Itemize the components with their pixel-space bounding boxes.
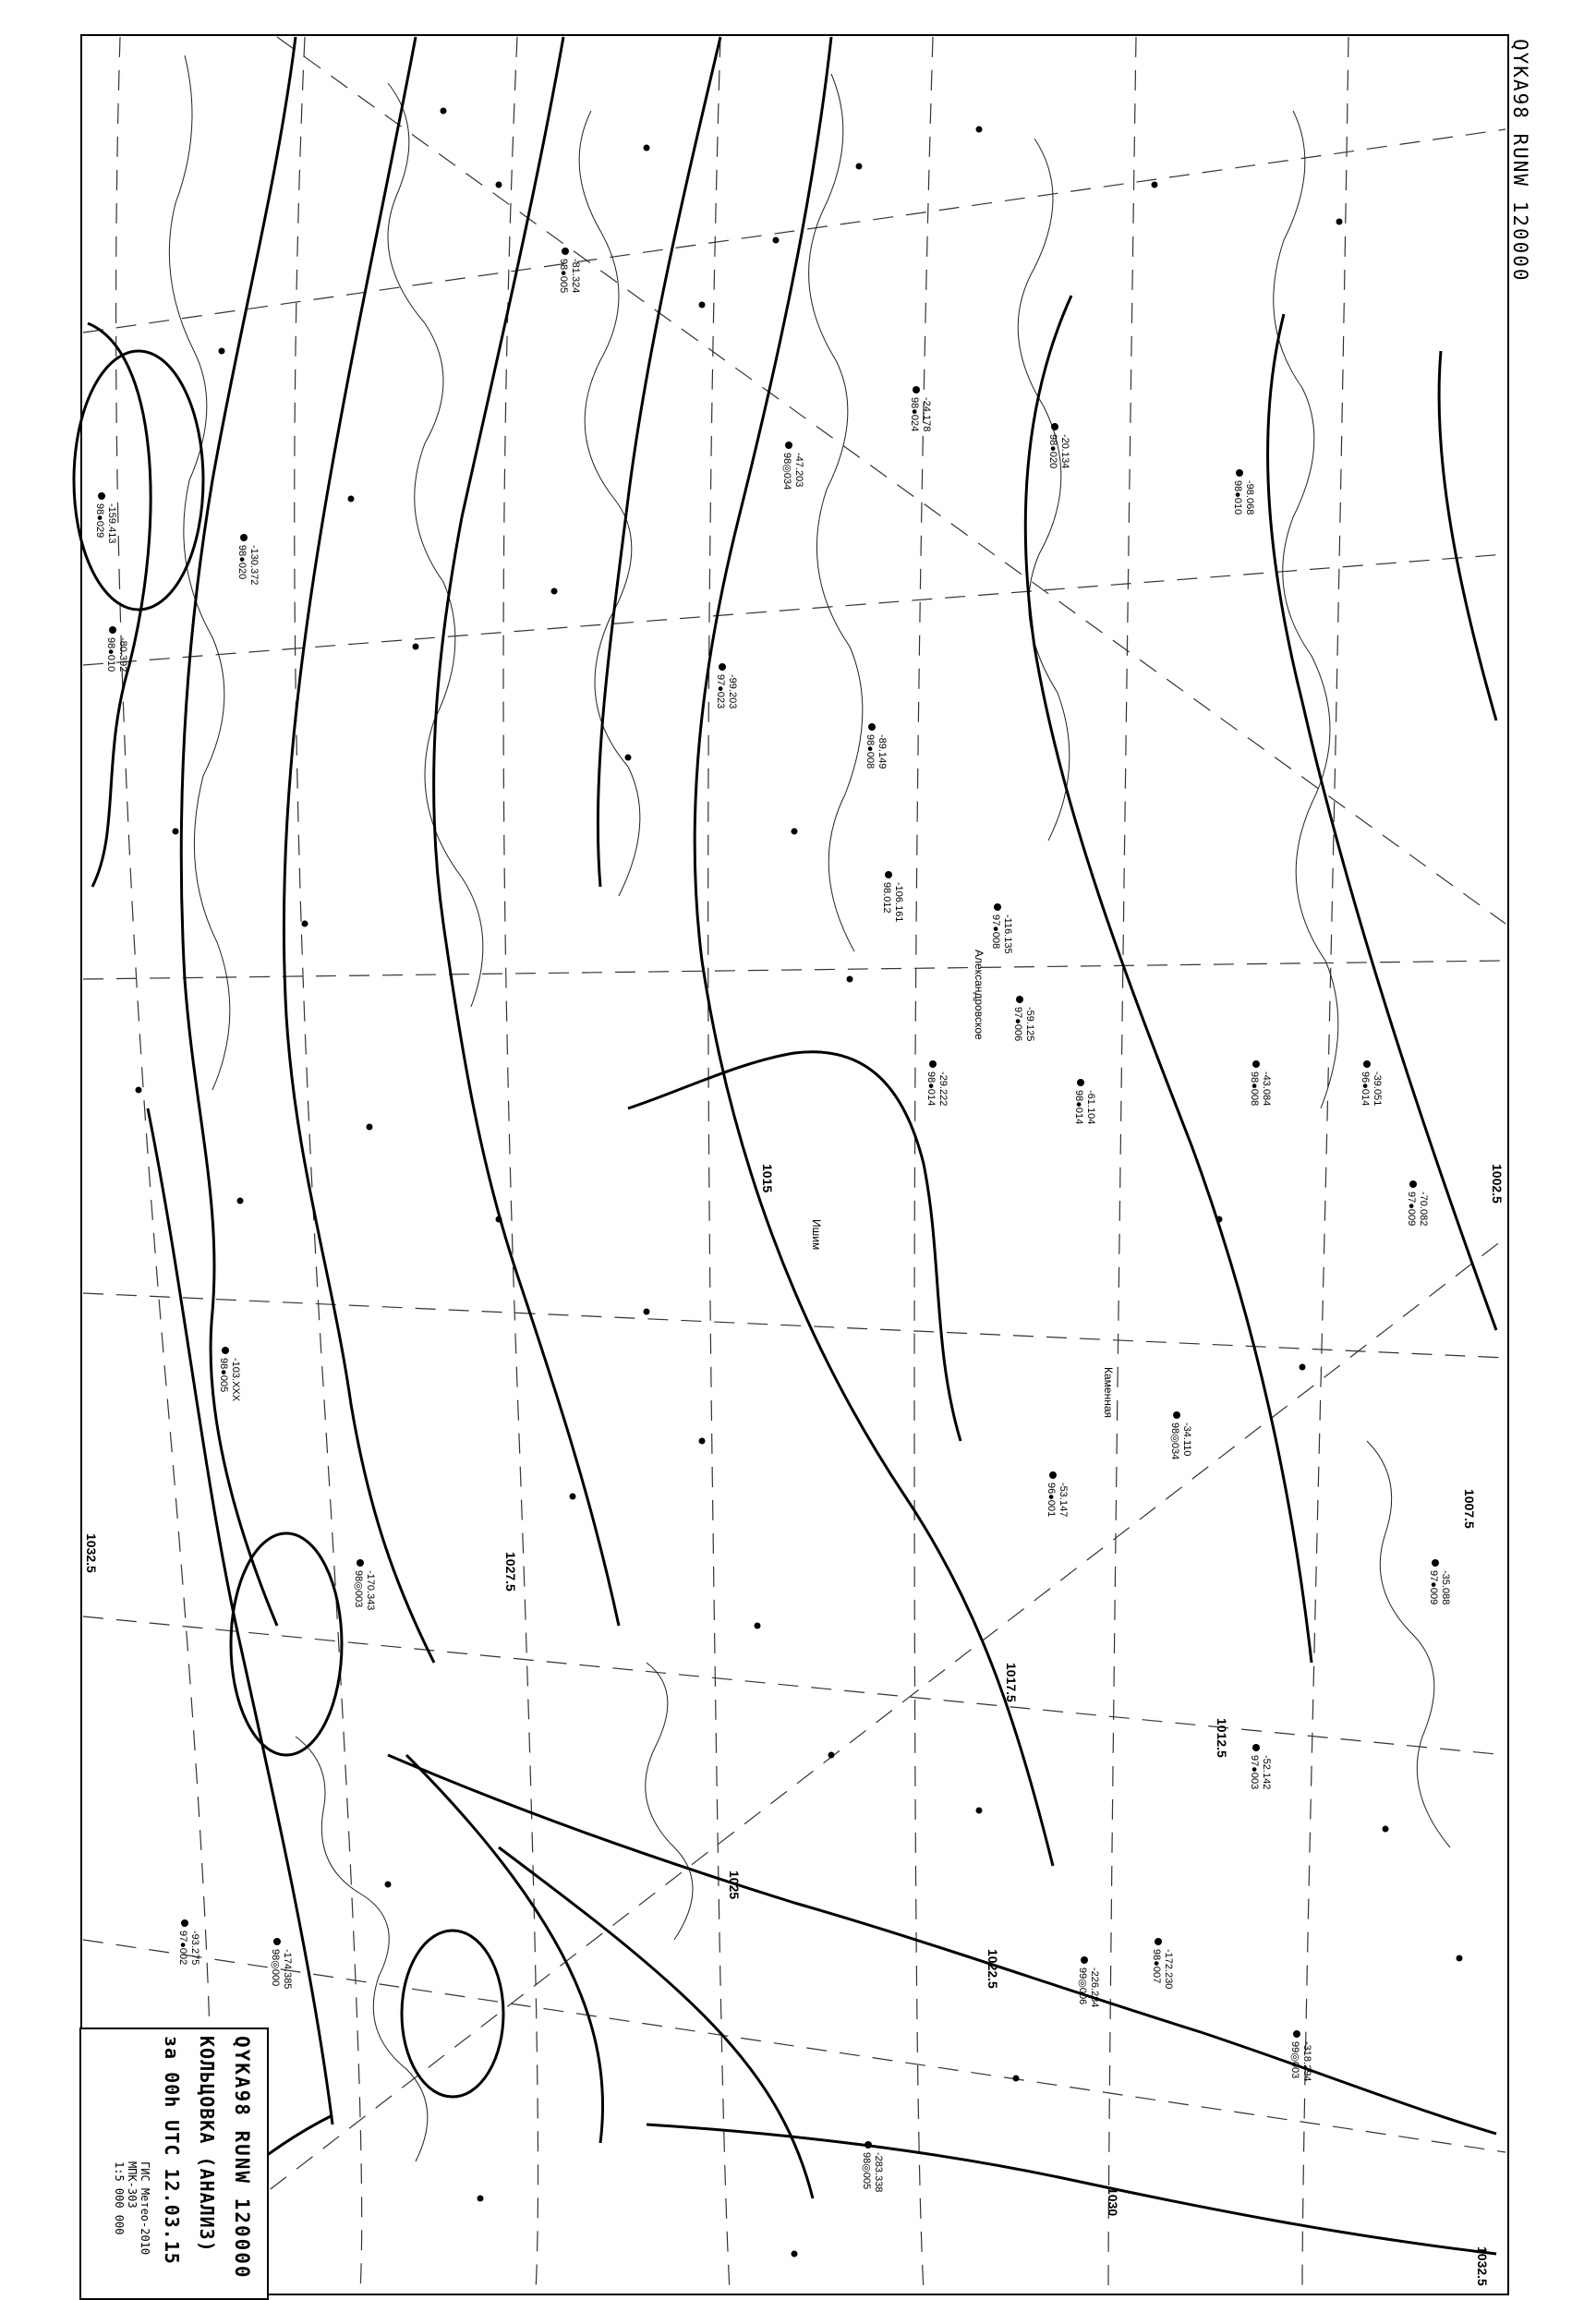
station-temp: -159.413 (106, 503, 117, 544)
legend-scale: 1:5 000 000 (113, 2161, 126, 2235)
station-dot (868, 723, 876, 731)
isobar-label: 1015 (760, 1164, 775, 1193)
station-temp: -283.338 (873, 2152, 884, 2193)
station-dot (98, 492, 105, 500)
station-dot (357, 1559, 364, 1567)
station-temp: -226.284 (1089, 1967, 1100, 2008)
station-temp: -24.178 (921, 397, 932, 432)
legend-title: КОЛЬЦОВКА (АНАЛИЗ) (196, 2036, 218, 2253)
station-pressure: 98◎034 (781, 453, 792, 490)
station-dot (109, 626, 116, 634)
place-label: Каменная (1102, 1367, 1115, 1419)
station-temp: -174.385 (282, 1949, 293, 1990)
station-dot (273, 1938, 281, 1945)
station-pressure: 98●020 (1047, 434, 1058, 469)
isobar-label: 1025 (727, 1870, 742, 1900)
station-temp: -43.084 (1261, 1071, 1272, 1107)
station-pressure: 98◎003 (353, 1570, 364, 1608)
station-temp: -39.051 (1372, 1071, 1383, 1107)
station-dot (562, 248, 569, 255)
station-temp: -52.142 (1261, 1755, 1272, 1790)
station-pressure: 97●008 (990, 914, 1001, 950)
station-pressure: 97●002 (177, 1931, 188, 1966)
station-pressure: 98●010 (1232, 480, 1243, 515)
station-temp: -34.110 (1181, 1422, 1192, 1457)
isobar-label: 1027.5 (503, 1552, 518, 1592)
station-pressure: 98●029 (94, 503, 105, 539)
station-pressure: 98◎034 (1169, 1422, 1180, 1460)
station-temp: -93.275 (189, 1931, 200, 1966)
station-temp: -170.343 (365, 1570, 376, 1611)
station-pressure: 98●014 (925, 1071, 937, 1107)
station-temp: -318.294 (1301, 2041, 1312, 2082)
legend-date: за 00h UTC 12.03.15 (161, 2036, 183, 2265)
station-pressure: 98●007 (1151, 1949, 1162, 1984)
isobar-label: 1030 (1106, 2187, 1120, 2217)
station-dot (1051, 423, 1058, 430)
station-temp: -47.203 (793, 453, 804, 488)
station-pressure: 98●005 (218, 1358, 229, 1393)
station-dot (1016, 996, 1023, 1003)
station-dot (181, 1919, 188, 1927)
station-temp: -80.392 (117, 637, 128, 672)
station-dot (1173, 1411, 1180, 1419)
station-pressure: 99◎006 (1077, 1967, 1088, 2005)
isobar-label: 1017.5 (1004, 1663, 1019, 1702)
station-dot (240, 534, 248, 541)
legend-software: ГИС Метео-2010 (139, 2161, 151, 2256)
station-dot (1293, 2030, 1300, 2038)
station-temp: -98.068 (1244, 480, 1255, 515)
station-dot (1049, 1471, 1057, 1479)
station-pressure: 98●014 (1073, 1090, 1084, 1125)
isobar-label: 1032.5 (84, 1533, 99, 1573)
station-temp: -130.372 (248, 545, 260, 586)
place-label: Александровское (973, 950, 985, 1040)
station-dot (222, 1347, 229, 1354)
station-pressure: 98◎005 (861, 2152, 872, 2190)
station-pressure: 98●024 (909, 397, 920, 432)
station-dot (913, 386, 920, 393)
station-pressure: 98●008 (1249, 1071, 1260, 1107)
station-temp: -99.203 (727, 674, 738, 709)
station-pressure: 98●010 (105, 637, 116, 672)
isobar-label: 1007.5 (1462, 1489, 1477, 1529)
station-dot (1432, 1559, 1439, 1567)
station-dot (785, 442, 792, 449)
legend-code: QYKA98 RUNW 120000 (231, 2036, 253, 2280)
station-dot (929, 1060, 937, 1068)
station-temp: -116.135 (1002, 914, 1013, 954)
station-temp: -61.104 (1085, 1090, 1096, 1125)
station-dot (864, 2141, 872, 2149)
station-dot (1081, 1956, 1088, 1964)
station-dot (1363, 1060, 1371, 1068)
station-pressure: 96●014 (1360, 1071, 1371, 1107)
station-pressure: 98.012 (881, 882, 892, 914)
station-pressure: 99◎003 (1289, 2041, 1300, 2079)
station-dot (1252, 1060, 1260, 1068)
station-dot (1252, 1744, 1260, 1751)
isobar-label: 1002.5 (1490, 1164, 1505, 1204)
station-temp: -172.230 (1163, 1949, 1174, 1990)
station-dot (1236, 469, 1243, 477)
station-dot (1155, 1938, 1162, 1945)
station-pressure: 98●005 (558, 259, 569, 294)
station-temp: -29.222 (937, 1071, 949, 1107)
station-temp: -53.147 (1058, 1483, 1069, 1518)
station-dot (1077, 1079, 1084, 1086)
station-pressure: 97●023 (715, 674, 726, 709)
station-dot (719, 663, 726, 671)
station-pressure: 97●006 (1012, 1007, 1023, 1042)
isobar-label: 1032.5 (1475, 2246, 1490, 2286)
station-pressure: 98●008 (864, 734, 876, 769)
station-temp: -81.324 (570, 259, 581, 294)
station-dot (885, 871, 892, 878)
station-pressure: 97●009 (1406, 1192, 1417, 1227)
station-pressure: 98●020 (236, 545, 248, 580)
station-pressure: 96●001 (1046, 1483, 1057, 1518)
station-temp: -70.082 (1418, 1192, 1429, 1227)
isobar-label: 1012.5 (1215, 1718, 1229, 1758)
station-pressure: 97●009 (1428, 1570, 1439, 1605)
station-temp: -103.XXX (230, 1358, 241, 1402)
map-code-label: QYKA98 RUNW 120000 (1509, 35, 1531, 286)
station-temp: -35.088 (1440, 1570, 1451, 1605)
station-dot (1409, 1180, 1417, 1188)
station-temp: -89.149 (877, 734, 888, 769)
legend-projection: МПК-303 (126, 2161, 139, 2209)
station-dot (994, 903, 1001, 911)
station-temp: -20.134 (1059, 434, 1070, 469)
station-temp: -59.125 (1024, 1007, 1035, 1042)
station-pressure: 97●003 (1249, 1755, 1260, 1790)
station-temp: -106.161 (893, 882, 904, 923)
station-pressure: 98◎000 (270, 1949, 281, 1987)
place-label: Ишим (810, 1219, 823, 1251)
isobar-label: 1022.5 (985, 1949, 1000, 1989)
